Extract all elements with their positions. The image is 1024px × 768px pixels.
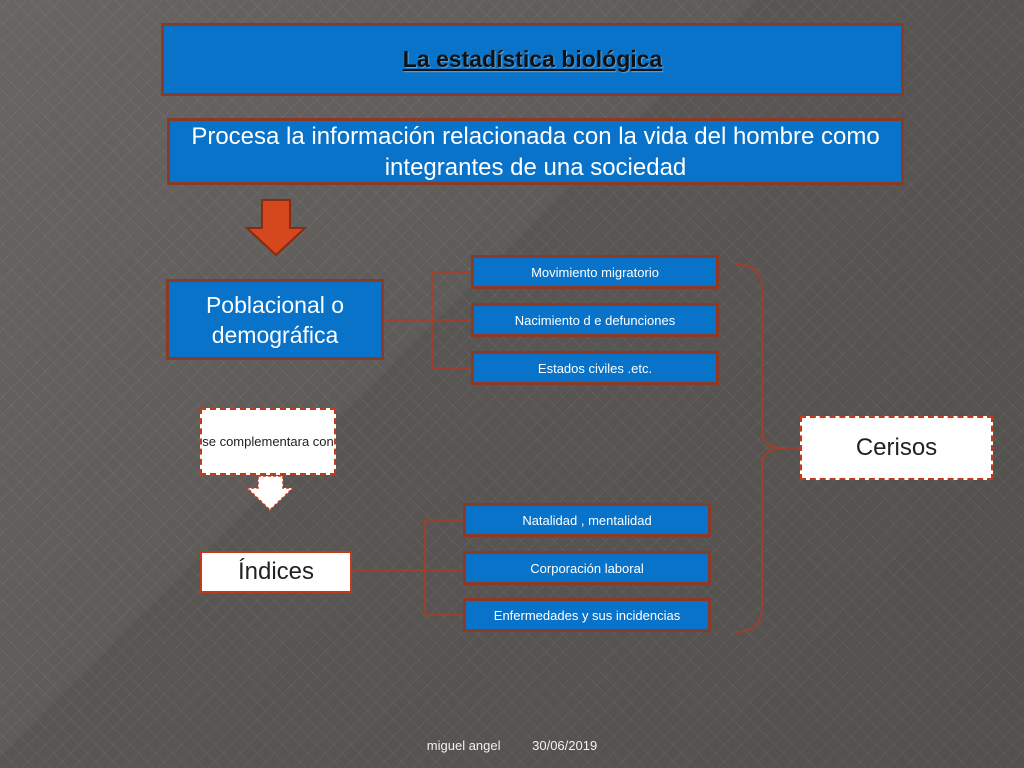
- indices-item-label: Enfermedades y sus incidencias: [493, 607, 681, 623]
- poblacional-label: Poblacional o demográfica: [205, 291, 345, 348]
- poblacional-item-label: Nacimiento d e defunciones: [514, 312, 676, 328]
- indices-item: [463, 551, 711, 585]
- poblacional-item: [471, 255, 719, 289]
- title-box: [161, 23, 904, 96]
- title: La estadística biológica: [402, 46, 663, 72]
- indices-label: Índices: [237, 558, 315, 585]
- complement-label: se complementara con: [202, 434, 334, 449]
- indices-item: [463, 503, 711, 537]
- poblacional-item: [471, 351, 719, 385]
- indices-bracket: [352, 520, 463, 615]
- complement-box: [200, 408, 336, 475]
- poblacional-box: [166, 279, 384, 360]
- subtitle: Procesa la información relacionada con la vida del hombre como integrantes de una sociedad: [191, 122, 880, 181]
- subtitle-box: [167, 118, 904, 185]
- indices-item-label: Natalidad , mentalidad: [522, 512, 652, 528]
- poblacional-item: [471, 303, 719, 337]
- poblacional-item-label: Movimiento migratorio: [531, 264, 659, 280]
- footer-date: 30/06/2019: [532, 738, 598, 753]
- cerisos-label: Cerisos: [855, 434, 938, 461]
- right-brace: [736, 264, 784, 632]
- down-arrow-icon: [247, 200, 305, 255]
- indices-item: [463, 598, 711, 632]
- footer-author: miguel angel: [426, 738, 501, 753]
- footer: [0, 738, 1024, 753]
- white-down-arrow-icon: [247, 476, 293, 510]
- cerisos-box: [800, 416, 993, 480]
- indices-box: [200, 551, 352, 593]
- poblacional-bracket: [384, 272, 471, 368]
- poblacional-item-label: Estados civiles .etc.: [537, 360, 653, 376]
- indices-item-label: Corporación laboral: [530, 560, 644, 576]
